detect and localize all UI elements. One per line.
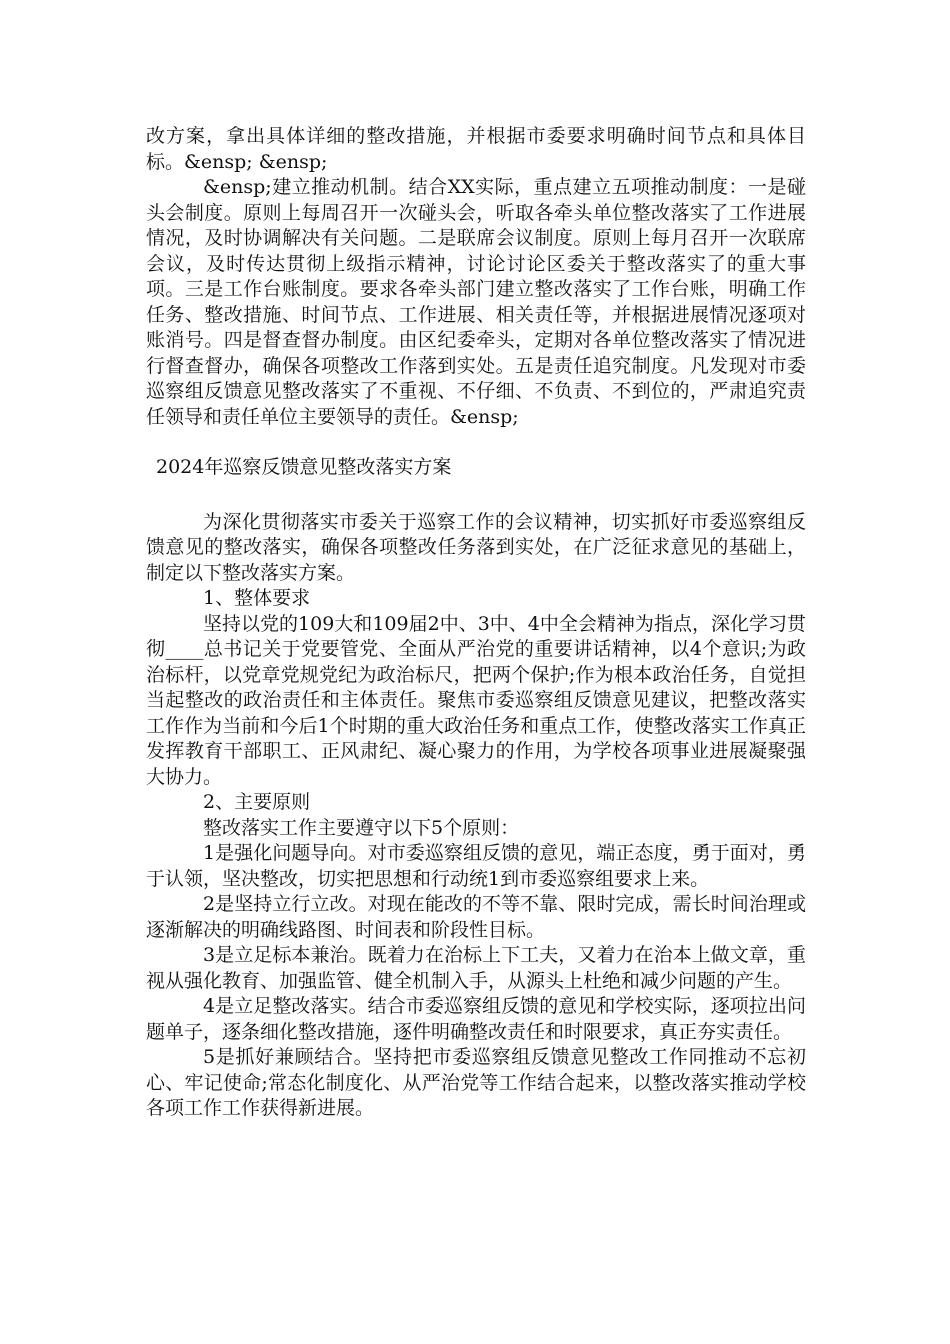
- section-heading: 2024年巡察反馈意见整改落实方案: [156, 456, 452, 478]
- subheading: 2、主要原则: [203, 791, 311, 813]
- paragraph: &ensp;建立推动机制。结合XX实际，重点建立五项推动制度：一是碰头会制度。原则上每周召开一次碰头会，听取各牵头单位整改落实了工作进展情况，及时协调解决有关问题。二是联席会议制度。原则上每月召开一次联席会议，及时传达贯彻上级指示精神，讨论讨论区委关于整改落实了的重大事项。三是工作台账制度。要求各牵头部门建立整改落实了工作台账，明确工作任务、整改措施、时间节点、工作进展、相关责任等，并根据进展情况逐项对账消号。四是督查督办制度。由区纪委牵头，定期对各单位整改落实了情况进行督查督办，确保各项整改工作落到实处。五是责任追究制度。凡发现对市委巡察组反馈意见整改落实了不重视、不仔细、不负责、不到位的，严肃追究责任领导和责任单位主要领导的责任。&ensp;: [146, 176, 806, 428]
- paragraph: 坚持以党的109大和109届2中、3中、4中全会精神为指点，深化学习贯彻____总书记关于党要管党、全面从严治党的重要讲话精神，以4个意识;为政治标杆，以党章党规党纪为政治标尺，把两个保护;作为根本政治任务，自觉担当起整改的政治责任和主体责任。聚焦市委巡察组反馈意见建议，把整改落实工作作为当前和今后1个时期的重大政治任务和重点工作，使整改落实工作真正发挥教育干部职工、正风肃纪、凝心聚力的作用，为学校各项事业进展凝聚强大协力。: [146, 612, 806, 788]
- paragraph: 4是立足整改落实。结合市委巡察组反馈的意见和学校实际，逐项拉出问题单子，逐条细化整改措施，逐件明确整改责任和时限要求，真正夯实责任。: [146, 995, 806, 1043]
- paragraph: 5是抓好兼顾结合。坚持把市委巡察组反馈意见整改工作同推动不忘初心、牢记使命;常态化制度化、从严治党等工作结合起来，以整改落实推动学校各项工作工作获得新进展。: [146, 1046, 806, 1119]
- document-page: [146, 124, 806, 1122]
- paragraph: 为深化贯彻落实市委关于巡察工作的会议精神，切实抓好市委巡察组反馈意见的整改落实，确保各项整改任务落到实处，在广泛征求意见的基础上，制定以下整改落实方案。: [146, 510, 806, 584]
- section-2: [146, 510, 806, 1122]
- paragraph: 改方案，拿出具体详细的整改措施，并根据市委要求明确时间节点和具体目标。&ensp; &ensp;: [146, 125, 806, 173]
- paragraph: 整改落实工作主要遵守以下5个原则：: [203, 816, 520, 839]
- paragraph: 1是强化问题导向。对市委巡察组反馈的意见，端正态度，勇于面对，勇于认领，坚决整改，切实把思想和行动统1到市委巡察组要求上来。: [146, 842, 806, 890]
- paragraph: 2是坚持立行立改。对现在能改的不等不靠、限时完成，需长时间治理或逐渐解决的明确线路图、时间表和阶段性目标。: [146, 893, 806, 941]
- spacer: [146, 481, 806, 510]
- spacer: [146, 430, 806, 455]
- section-1: [146, 124, 806, 430]
- subheading: 1、整体要求: [203, 587, 311, 609]
- paragraph: 3是立足标本兼治。既着力在治标上下工夫，又着力在治本上做文章，重视从强化教育、加强监管、健全机制入手，从源头上杜绝和减少问题的产生。: [146, 944, 806, 992]
